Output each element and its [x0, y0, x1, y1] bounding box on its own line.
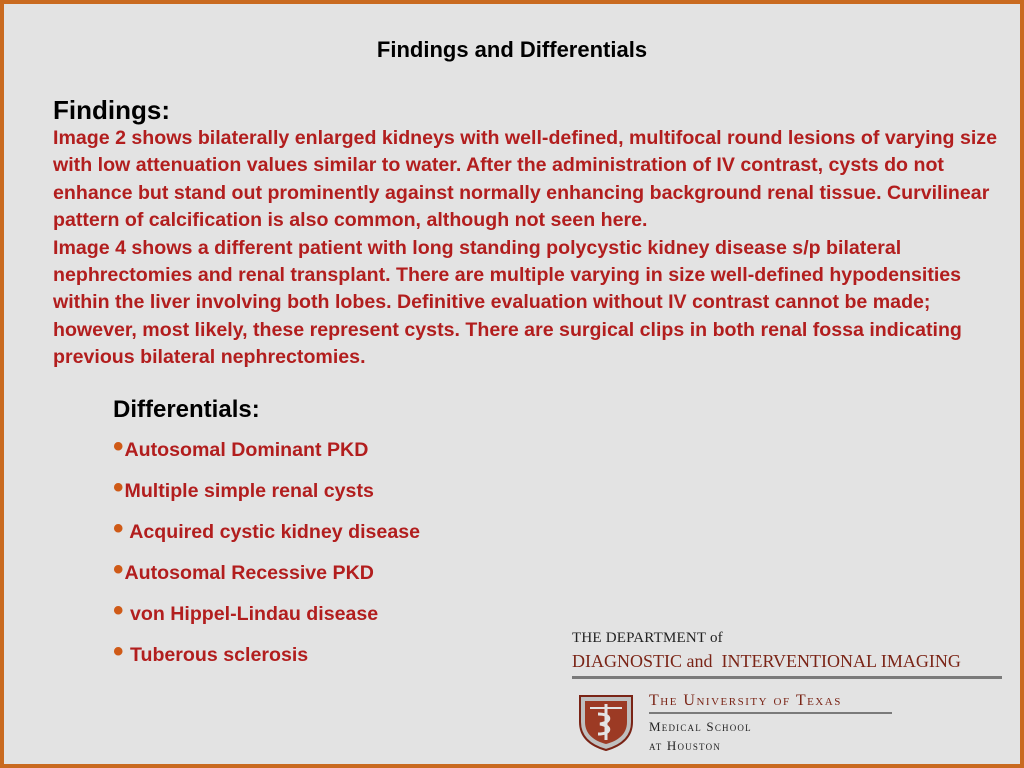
- list-item: • Autosomal Dominant PKD: [113, 429, 369, 463]
- department-logo: [572, 630, 1002, 679]
- bullet-icon: •: [113, 511, 124, 545]
- university-name: The University of Texas: [649, 692, 892, 714]
- findings-paragraph: Image 4 shows a different patient with long standing polycystic kidney disease s/p bilateral nephrectomies and renal transplant. There are multiple varying in size well-defined hypodensities within the liver involving both lobes. Definitive evaluation without IV contrast cannot be made; however, most likely, these represent cysts. There are surgical clips in both renal fossa indicating previous bilateral nephrectomies.: [53, 236, 962, 369]
- bullet-icon: •: [113, 593, 124, 627]
- university-logo: [649, 692, 892, 755]
- list-item: • Acquired cystic kidney disease: [113, 511, 421, 545]
- findings-body: [53, 125, 1013, 372]
- findings-heading: Findings:: [53, 95, 170, 125]
- slide-title: Findings and Differentials: [376, 37, 648, 62]
- list-item: • Multiple simple renal cysts: [113, 470, 374, 504]
- slide: [4, 4, 1020, 764]
- list-item: • von Hippel-Lindau disease: [113, 593, 379, 627]
- bullet-icon: •: [113, 470, 124, 504]
- bullet-icon: •: [113, 429, 124, 463]
- department-name: DIAGNOSTIC and INTERVENTIONAL IMAGING: [572, 651, 1002, 679]
- school-name: Medical School at Houston: [649, 719, 752, 753]
- bullet-icon: •: [113, 552, 124, 586]
- differentials-heading: Differentials:: [113, 396, 260, 423]
- university-seal-icon: [576, 692, 636, 752]
- findings-paragraph: Image 2 shows bilaterally enlarged kidneys with well-defined, multifocal round lesions of varying size with low attenuation values similar to water. After the administration of IV contrast, cysts do not enhance but stand out prominently against normally enhancing background renal tissue. Curvilinear pattern of calcification is also common, although not seen here.: [53, 127, 998, 232]
- department-label: THE DEPARTMENT of: [572, 630, 723, 646]
- differentials-list: [113, 430, 420, 676]
- list-item: • Autosomal Recessive PKD: [113, 552, 374, 586]
- list-item: • Tuberous sclerosis: [113, 634, 309, 668]
- bullet-icon: •: [113, 634, 124, 668]
